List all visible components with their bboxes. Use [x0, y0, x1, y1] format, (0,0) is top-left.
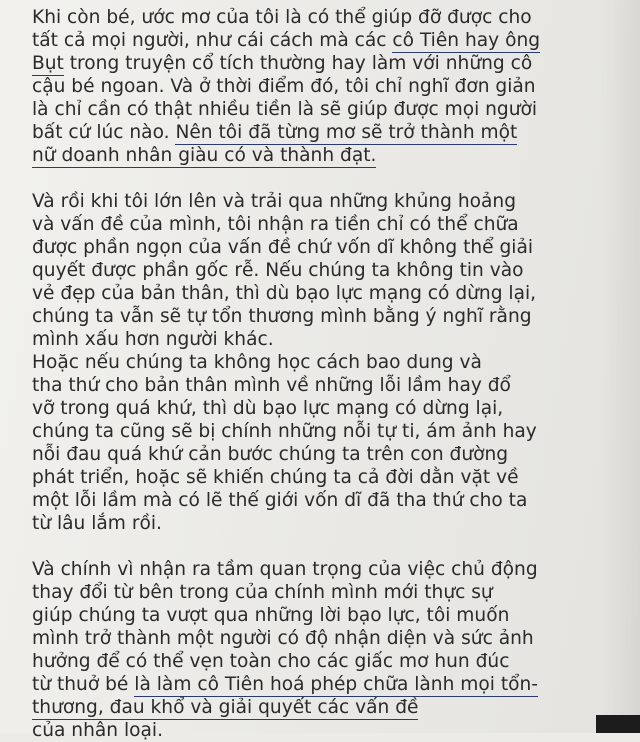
text-segment: hưởng để có thể vẹn toàn cho các giấc mơ hun đúc	[32, 651, 510, 672]
text-segment: Hoặc nếu chúng ta không học cách bao dung và	[32, 352, 482, 373]
text-line	[32, 719, 632, 742]
text-line	[32, 351, 632, 374]
underlined-text: là làm cô Tiên hoá phép chữa lành mọi tổn-	[134, 674, 539, 695]
text-line	[32, 466, 632, 489]
text-line	[32, 328, 632, 351]
text-segment: nỗi đau quá khứ cản bước chúng ta trên con đường	[32, 444, 509, 465]
text-line	[32, 213, 632, 236]
text-line	[32, 282, 632, 305]
underlined-text: Bụt	[32, 53, 64, 74]
text-segment: tha thứ cho bản thân mình về những lỗi lầm hay đổ	[32, 375, 511, 396]
text-segment: tất cả mọi người, như cái cách mà các	[32, 30, 393, 51]
text-segment: của nhân loại.	[32, 720, 163, 741]
text-segment: Khi còn bé, ước mơ của tôi là có thể giúp đỡ được cho	[32, 7, 532, 28]
underlined-text: thương, đau khổ và giải quyết các vấn đề	[32, 697, 419, 718]
text-segment: cậu bé ngoan. Và ở thời điểm đó, tôi chỉ nghĩ đơn giản	[32, 76, 536, 97]
text-line	[32, 144, 632, 167]
text-line	[32, 443, 632, 466]
text-line	[32, 98, 632, 121]
text-segment: chúng ta cũng sẽ bị chính những nỗi tự ti, ám ảnh hay	[32, 421, 537, 442]
underlined-text: Nên tôi đã từng mơ sẽ trở thành một	[175, 122, 518, 143]
text-segment: vỡ trong quá khứ, thì dù bạo lực mạng có dừng lại,	[32, 398, 504, 419]
paragraph	[32, 190, 632, 535]
paragraph-gap	[32, 167, 632, 190]
paragraph	[32, 6, 632, 167]
text-segment: vẻ đẹp của bản thân, thì dù bạo lực mạng có dừng lại,	[32, 283, 537, 304]
text-segment: một lỗi lầm mà có lẽ thế giới vốn dĩ đã tha thứ cho ta	[32, 490, 528, 511]
text-segment: mình xấu hơn người khác.	[32, 329, 274, 350]
text-line	[32, 374, 632, 397]
text-line	[32, 673, 632, 696]
text-line	[32, 52, 632, 75]
text-segment: từ thuở bé	[32, 674, 135, 695]
text-line	[32, 121, 632, 144]
text-line	[32, 650, 632, 673]
text-line	[32, 305, 632, 328]
text-segment: Và chính vì nhận ra tầm quan trọng của việc chủ động	[32, 559, 538, 580]
text-segment: giúp chúng ta vượt qua những lời bạo lực, tôi muốn	[32, 605, 510, 626]
text-segment: được phần ngọn của vấn đề chứ vốn dĩ không thể giải	[32, 237, 534, 258]
text-segment: Và rồi khi tôi lớn lên và trải qua những khủng hoảng	[32, 191, 517, 212]
text-segment: là chỉ cần có thật nhiều tiền là sẽ giúp được mọi người	[32, 99, 538, 120]
text-segment: và vấn đề của mình, tôi nhận ra tiền chỉ có thể chữa	[32, 214, 519, 235]
text-line	[32, 696, 632, 719]
text-segment: phát triển, hoặc sẽ khiến chúng ta cả đời dằn vặt về	[32, 467, 519, 488]
text-segment: mình trở thành một người có độ nhận diện và sức ảnh	[32, 628, 534, 649]
text-segment: chúng ta vẫn sẽ tự tổn thương mình bằng ý nghĩ rằng	[32, 306, 532, 327]
paragraph-gap	[32, 535, 632, 558]
paragraph	[32, 558, 632, 742]
text-segment: từ lâu lắm rồi.	[32, 513, 162, 534]
text-line	[32, 512, 632, 535]
text-line	[32, 29, 632, 52]
text-line	[32, 397, 632, 420]
text-line	[32, 627, 632, 650]
text-line	[32, 259, 632, 282]
text-segment: quyết được phần gốc rễ. Nếu chúng ta không tin vào	[32, 260, 524, 281]
text-line	[32, 75, 632, 98]
underlined-text: cô Tiên hay ông	[392, 30, 541, 51]
text-line	[32, 558, 632, 581]
text-line	[32, 420, 632, 443]
text-line	[32, 581, 632, 604]
underlined-text: nữ doanh nhân giàu có và thành đạt.	[32, 145, 377, 166]
text-line	[32, 604, 632, 627]
text-line	[32, 236, 632, 259]
text-segment: thay đổi từ bên trong của chính mình mới thực sự	[32, 582, 493, 603]
text-segment: trong truyện cổ tích thường hay làm với những cô	[63, 53, 533, 74]
text-line	[32, 489, 632, 512]
text-line	[32, 190, 632, 213]
body-text	[32, 6, 632, 742]
text-segment: bất cứ lúc nào.	[32, 122, 176, 143]
text-line	[32, 6, 632, 29]
